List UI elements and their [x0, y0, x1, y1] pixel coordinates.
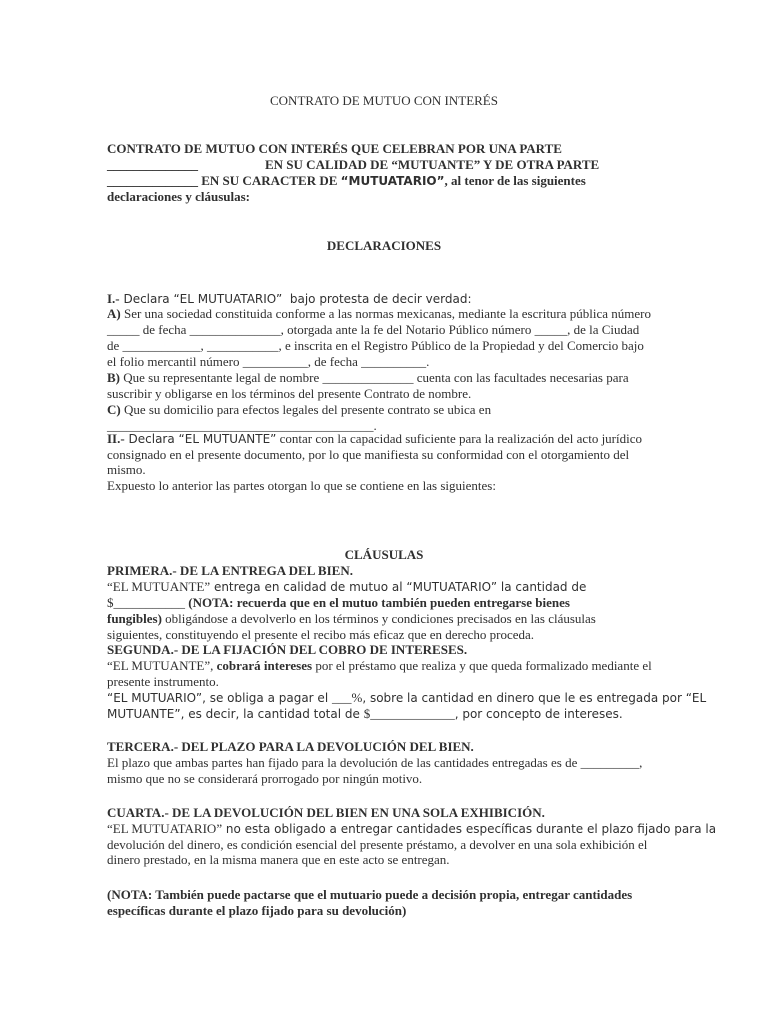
- segunda-amount-blank: $_____________: [363, 706, 455, 721]
- declaracion-b-line-2: suscribir y obligarse en los términos del presente Contrato de nombre.: [107, 386, 472, 401]
- primera-nota: (NOTA: recuerda que en el mutuo también pueden entregarse bienes: [188, 595, 570, 610]
- declaracion-c-line-1: [107, 402, 491, 417]
- primera-text-3: obligándose a devolverlo en los términos y condiciones precisados en las cláusulas: [161, 611, 596, 626]
- clausula-cuarta-line-1: [107, 821, 716, 837]
- declaracion-a-line-2: _____ de fecha ______________, otorgada ante la fe del Notario Público número _____, de la Ciudad: [107, 322, 640, 337]
- declaracion-c-text: Que su domicilio para efectos legales del presente contrato se ubica en: [120, 402, 492, 417]
- declaracion-a-line-1: [107, 306, 651, 321]
- declaracion-ii-text: contar con la capacidad suficiente para la realización del acto jurídico: [276, 431, 643, 446]
- nota-line-1: (NOTA: También puede pactarse que el mutuario puede a decisión propia, entregar cantidades: [107, 887, 633, 902]
- clausula-tercera-title: TERCERA.- DEL PLAZO PARA LA DEVOLUCIÓN DEL BIEN.: [107, 739, 474, 754]
- segunda-text-4a: MUTUANTE”, es decir, la cantidad total de: [107, 707, 364, 721]
- declaracion-a-line-3: de ____________, ___________, e inscrita en el Registro Público de la Propiedad y del Comercio bajo: [107, 338, 644, 353]
- primera-mutuante: “EL MUTUANTE”: [107, 579, 211, 594]
- segunda-mutuante: “EL MUTUANTE”,: [107, 658, 217, 673]
- clausula-cuarta-title: CUARTA.- DE LA DEVOLUCIÓN DEL BIEN EN UNA SOLA EXHIBICIÓN.: [107, 805, 545, 820]
- declaracion-ii-number: II.-: [107, 431, 125, 446]
- declaracion-a-label: A): [107, 306, 121, 321]
- clausula-segunda-title: SEGUNDA.- DE LA FIJACIÓN DEL COBRO DE INTERESES.: [107, 642, 468, 657]
- declaracion-ii-line-3: mismo.: [107, 462, 146, 477]
- declaracion-a-line-4: el folio mercantil número __________, de fecha __________.: [107, 354, 430, 369]
- clausula-tercera-line-1: El plazo que ambas partes han fijado para la devolución de las cantidades entregadas es de _________,: [107, 755, 643, 770]
- declaracion-b-text: Que su representante legal de nombre ______________ cuenta con las facultades necesarias para: [120, 370, 629, 385]
- segunda-text-3a: “EL MUTUARIO”, se obliga a pagar el: [107, 691, 332, 705]
- clausula-segunda-line-2: presente instrumento.: [107, 674, 219, 689]
- segunda-text-4c: , por concepto de intereses.: [454, 707, 623, 721]
- intro-blank-mutuante: ______________: [107, 157, 198, 172]
- declaracion-ii-line-1: [107, 431, 642, 447]
- clausula-primera-title: PRIMERA.- DE LA ENTREGA DEL BIEN.: [107, 563, 353, 578]
- cuarta-mutuatario: “EL MUTUATARIO”: [107, 821, 223, 836]
- declaracion-b-label: B): [107, 370, 120, 385]
- clausula-cuarta-line-3: dinero prestado, en la misma manera que en este acto se entregan.: [107, 852, 450, 867]
- intro-line-3a: ______________ EN SU CARACTER DE: [107, 173, 341, 188]
- intro-mutuatario: “MUTUATARIO”: [340, 174, 445, 188]
- clausula-tercera-line-2: mismo que no se considerará prorrogado por ningún motivo.: [107, 771, 423, 786]
- declaracion-i-text: Declara “EL MUTUATARIO” bajo protesta de decir verdad:: [119, 292, 472, 306]
- declaraciones-heading: DECLARACIONES: [326, 238, 442, 253]
- declaracion-ii-mutuante: Declara “EL MUTUANTE”: [124, 432, 277, 446]
- segunda-text-1: por el préstamo que realiza y que queda formalizado mediante el: [312, 658, 652, 673]
- nota-line-2: específicas durante el plazo fijado para su devolución): [107, 903, 407, 918]
- declaracion-c-line-2: _________________________________________.: [107, 418, 377, 433]
- clausula-segunda-line-1: [107, 658, 652, 673]
- clausula-primera-line-3: [107, 611, 596, 626]
- declaracion-i-number: I.-: [107, 291, 120, 306]
- segunda-text-3c: , sobre la cantidad en dinero que le es entregada por “EL: [362, 691, 707, 705]
- primera-fungibles: fungibles): [107, 611, 162, 626]
- declaracion-ii-line-2: consignado en el presente documento, por lo que manifiesta su conformidad con el otorgamiento del: [107, 447, 630, 462]
- primera-amount-blank: $___________: [107, 595, 189, 610]
- declaracion-a-text: Ser una sociedad constituida conforme a las normas mexicanas, mediante la escritura pública número: [120, 306, 652, 321]
- intro-line-3c: , al tenor de las siguientes: [444, 173, 586, 188]
- clausula-cuarta-line-2: devolución del dinero, es condición esencial del presente préstamo, a devolver en una sola exhibición el: [107, 837, 648, 852]
- cuarta-text-1: no esta obligado a entregar cantidades específicas durante el plazo fijado para la: [222, 822, 717, 836]
- intro-line-1: CONTRATO DE MUTUO CON INTERÉS QUE CELEBRAN POR UNA PARTE: [107, 141, 562, 156]
- intro-line-4: declaraciones y cláusulas:: [107, 189, 250, 204]
- primera-text-1: entrega en calidad de mutuo al “MUTUATARIO” la cantidad de: [210, 580, 587, 594]
- clausula-primera-line-2: [107, 595, 570, 610]
- intro-line-3: [107, 173, 586, 189]
- clausulas-heading: CLÁUSULAS: [344, 547, 424, 562]
- intro-line-2: EN SU CALIDAD DE “MUTUANTE” Y DE OTRA PARTE: [265, 157, 600, 172]
- expuesto-line: Expuesto lo anterior las partes otorgan lo que se contiene en las siguientes:: [107, 478, 496, 493]
- document-title: CONTRATO DE MUTUO CON INTERÉS: [270, 93, 498, 108]
- declaracion-c-label: C): [107, 402, 121, 417]
- declaracion-b-line-1: [107, 370, 629, 385]
- clausula-primera-line-1: [107, 579, 586, 595]
- clausula-primera-line-4: siguientes, constituyendo el presente el recibo más eficaz que en derecho proceda.: [107, 627, 535, 642]
- segunda-cobrara: cobrará intereses: [216, 658, 313, 673]
- clausula-segunda-line-4: [107, 706, 623, 722]
- segunda-percent: ___%: [331, 690, 363, 705]
- declaracion-i: [107, 291, 472, 307]
- clausula-segunda-line-3: [107, 690, 706, 706]
